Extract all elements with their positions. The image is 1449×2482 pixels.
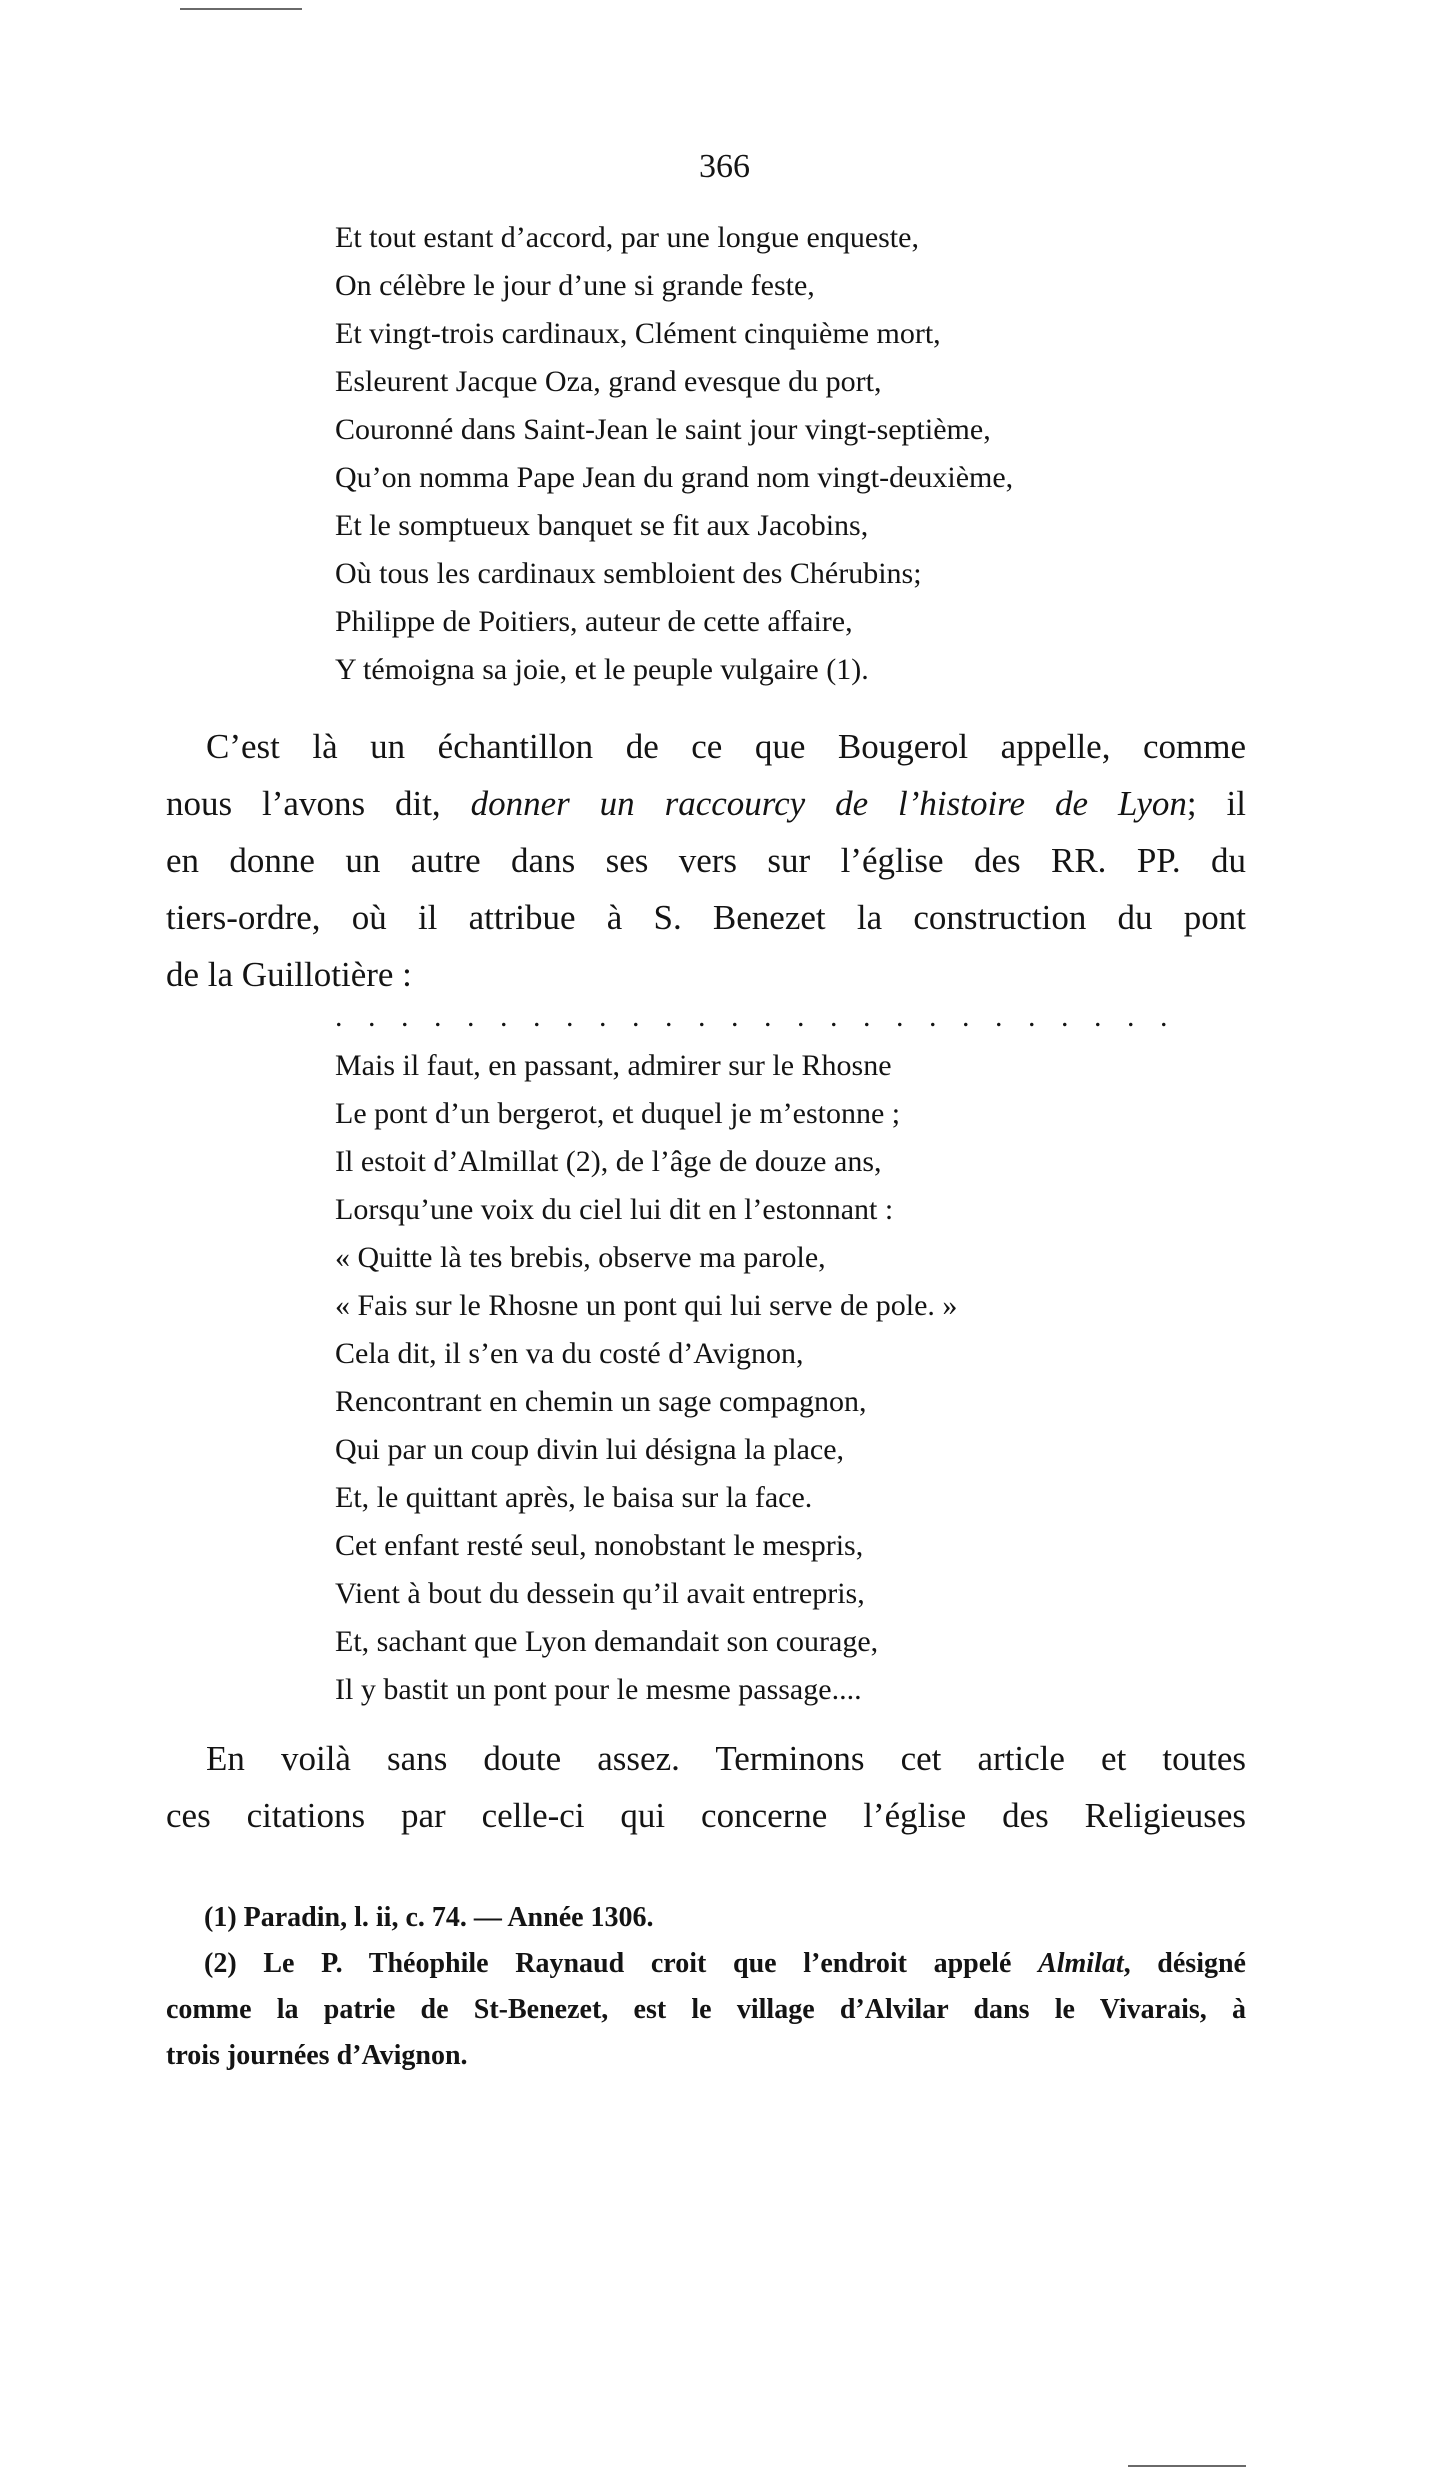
- verse-line: On célèbre le jour d’une si grande feste,: [335, 269, 815, 302]
- verse-line: Et tout estant d’accord, par une longue enqueste,: [335, 221, 919, 254]
- verse-line: Cela dit, il s’en va du costé d’Avignon,: [335, 1337, 804, 1370]
- verse-line: Et, le quittant après, le baisa sur la face.: [335, 1481, 813, 1514]
- verse-line: Couronné dans Saint-Jean le saint jour vingt-septième,: [335, 413, 991, 446]
- verse-line: Qu’on nomma Pape Jean du grand nom vingt-deuxième,: [335, 461, 1014, 494]
- verse-line: Y témoigna sa joie, et le peuple vulgaire (1).: [335, 653, 869, 686]
- verse-line: Philippe de Poitiers, auteur de cette affaire,: [335, 605, 853, 638]
- footnote-text: (2) Le P. Théophile Raynaud croit que l’endroit appelé: [204, 1948, 1039, 1979]
- verse-line: « Quitte là tes brebis, observe ma parole,: [335, 1241, 826, 1274]
- verse-line: « Fais sur le Rhosne un pont qui lui serve de pole. »: [335, 1289, 958, 1322]
- paragraph-line: tiers-ordre, où il attribue à S. Benezet la construction du pont: [166, 898, 1246, 937]
- paragraph-line: [166, 775, 1246, 832]
- bottom-rule: [1128, 2465, 1246, 2467]
- verse-line: Et vingt-trois cardinaux, Clément cinquième mort,: [335, 317, 941, 350]
- paragraph-line: ces citations par celle-ci qui concerne l’église des Religieuses: [166, 1796, 1246, 1835]
- paragraph-text: ; il: [1186, 784, 1246, 823]
- verse-line: Esleurent Jacque Oza, grand evesque du port,: [335, 365, 882, 398]
- footnote-2-line: trois journées d’Avignon.: [166, 2040, 468, 2071]
- paragraph-line: En voilà sans doute assez. Terminons cet article et toutes: [206, 1739, 1246, 1778]
- verse-line: Il estoit d’Almillat (2), de l’âge de douze ans,: [335, 1145, 882, 1178]
- verse-line: Et le somptueux banquet se fit aux Jacobins,: [335, 509, 869, 542]
- verse-line: Et, sachant que Lyon demandait son courage,: [335, 1625, 879, 1658]
- top-rule: [180, 8, 302, 10]
- verse-line: Cet enfant resté seul, nonobstant le mespris,: [335, 1529, 864, 1562]
- verse-line: Le pont d’un bergerot, et duquel je m’estonne ;: [335, 1097, 901, 1130]
- paragraph-line: en donne un autre dans ses vers sur l’église des RR. PP. du: [166, 841, 1246, 880]
- page-number: 366: [699, 148, 750, 185]
- verse-line: Vient à bout du dessein qu’il avait entrepris,: [335, 1577, 865, 1610]
- paragraph-line: de la Guillotière :: [166, 955, 412, 994]
- paragraph-1: [166, 718, 1246, 1003]
- footnote-1: (1) Paradin, l. ii, c. 74. — Année 1306.: [204, 1902, 654, 1933]
- paragraph-text: nous l’avons dit,: [166, 784, 471, 823]
- paragraph-2: [166, 1730, 1246, 1844]
- footnotes: [166, 1895, 1246, 2079]
- verse-ellipsis: . . . . . . . . . . . . . . . . . . . . . . . . . .: [335, 1000, 1177, 1033]
- verse-line: Rencontrant en chemin un sage compagnon,: [335, 1385, 867, 1418]
- footnote-italic: Almilat: [1038, 1948, 1124, 1979]
- verse-line: Où tous les cardinaux sembloient des Chérubins;: [335, 557, 922, 590]
- verse-line: Il y bastit un pont pour le mesme passage....: [335, 1673, 862, 1706]
- verse-line: Mais il faut, en passant, admirer sur le Rhosne: [335, 1049, 892, 1082]
- footnote-2-line: comme la patrie de St-Benezet, est le village d’Alvilar dans le Vivarais, à: [166, 1994, 1246, 2025]
- verse-line: Qui par un coup divin lui désigna la place,: [335, 1433, 845, 1466]
- footnote-text: , désigné: [1123, 1948, 1246, 1979]
- verse-line: Lorsqu’une voix du ciel lui dit en l’estonnant :: [335, 1193, 894, 1226]
- verse-block-1: [335, 214, 1013, 694]
- paragraph-line: C’est là un échantillon de ce que Bougerol appelle, comme: [206, 727, 1246, 766]
- italic-title: donner un raccourcy de l’histoire de Lyon: [470, 784, 1187, 823]
- footnote-2: [166, 1941, 1246, 1987]
- verse-block-2: [335, 1042, 957, 1714]
